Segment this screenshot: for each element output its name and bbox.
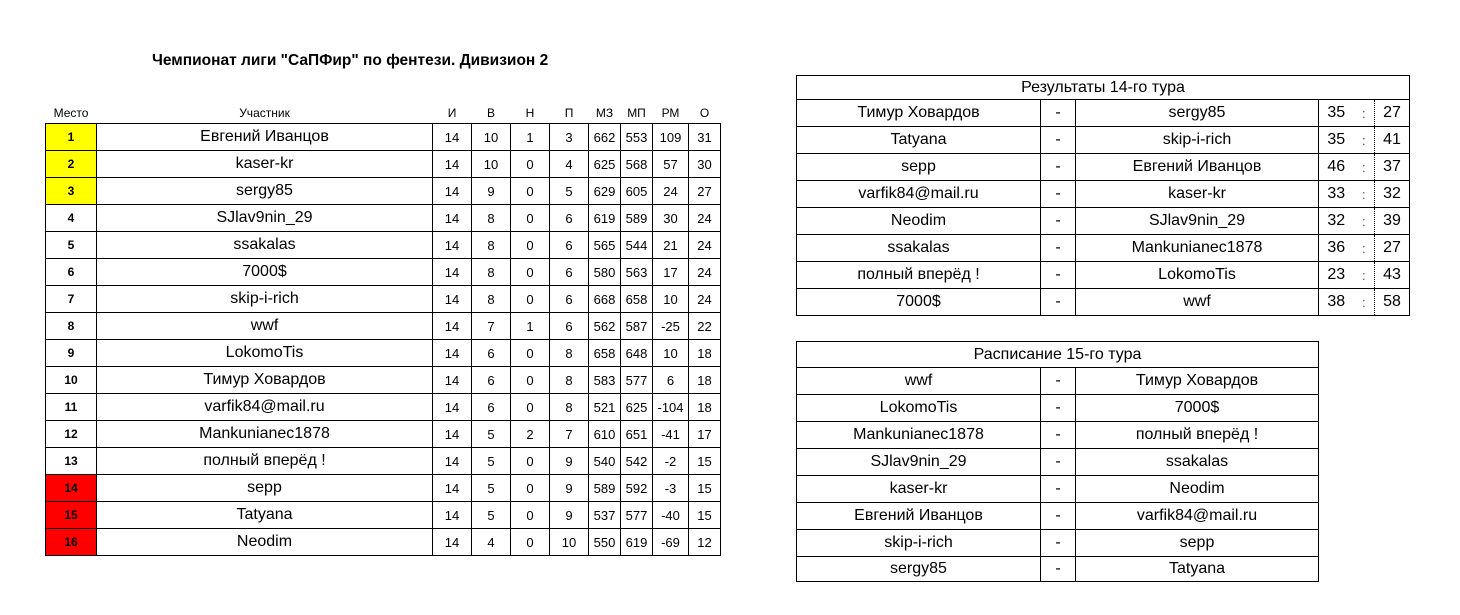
points-for-cell: 540 (589, 448, 621, 475)
home-player: kaser-kr (797, 476, 1041, 503)
away-player: varfik84@mail.ru (1076, 503, 1319, 530)
losses-cell: 6 (550, 286, 589, 313)
played-cell: 14 (433, 178, 472, 205)
player-name: SJlav9nin_29 (97, 205, 433, 232)
played-cell: 14 (433, 475, 472, 502)
away-player: skip-i-rich (1076, 127, 1319, 154)
schedule-row (797, 449, 1319, 476)
points-against-cell: 577 (621, 367, 653, 394)
standings-row (46, 313, 721, 340)
losses-cell: 9 (550, 502, 589, 529)
standings-row (46, 124, 721, 151)
difference-cell: -69 (653, 529, 689, 556)
difference-cell: 57 (653, 151, 689, 178)
score-cell: 15 (689, 448, 721, 475)
standings-row (46, 340, 721, 367)
points-against-cell: 542 (621, 448, 653, 475)
away-player: полный вперёд ! (1076, 422, 1319, 449)
points-against-cell: 625 (621, 394, 653, 421)
header-player: Участник (239, 106, 290, 120)
losses-cell: 10 (550, 529, 589, 556)
away-player: sepp (1076, 530, 1319, 557)
score-cell: 24 (689, 286, 721, 313)
points-for-cell: 619 (589, 205, 621, 232)
points-against-cell: 605 (621, 178, 653, 205)
player-name: Тимур Ховардов (97, 367, 433, 394)
home-score: 23 (1319, 262, 1354, 289)
difference-cell: 10 (653, 340, 689, 367)
played-cell: 14 (433, 205, 472, 232)
away-score: 27 (1375, 100, 1410, 127)
points-for-cell: 658 (589, 340, 621, 367)
losses-cell: 9 (550, 448, 589, 475)
home-player: Tatyana (797, 127, 1041, 154)
player-name: Евгений Иванцов (97, 124, 433, 151)
standings-table (45, 103, 721, 556)
played-cell: 14 (433, 259, 472, 286)
away-player: LokomoTis (1076, 262, 1319, 289)
points-against-cell: 658 (621, 286, 653, 313)
header-points-for: МЗ (595, 106, 614, 120)
away-score: 39 (1375, 208, 1410, 235)
draws-cell: 0 (511, 205, 550, 232)
played-cell: 14 (433, 502, 472, 529)
away-player: ssakalas (1076, 449, 1319, 476)
score-colon: : (1354, 127, 1375, 154)
wins-cell: 7 (472, 313, 511, 340)
header-place: Место (53, 106, 89, 120)
wins-cell: 5 (472, 475, 511, 502)
header-score: О (699, 106, 710, 120)
points-against-cell: 544 (621, 232, 653, 259)
result-row (797, 154, 1410, 181)
standings-header-row (46, 103, 721, 124)
schedule-title: Расписание 15-го тура (797, 342, 1319, 368)
score-colon: : (1354, 154, 1375, 181)
draws-cell: 0 (511, 475, 550, 502)
player-name: kaser-kr (97, 151, 433, 178)
score-cell: 18 (689, 367, 721, 394)
home-player: SJlav9nin_29 (797, 449, 1041, 476)
points-against-cell: 587 (621, 313, 653, 340)
home-player: Mankunianec1878 (797, 422, 1041, 449)
result-row (797, 100, 1410, 127)
points-against-cell: 563 (621, 259, 653, 286)
dash-separator: - (1041, 181, 1076, 208)
place-cell: 1 (46, 124, 97, 151)
standings-row (46, 178, 721, 205)
schedule-row (797, 530, 1319, 557)
results-table (796, 75, 1410, 316)
losses-cell: 7 (550, 421, 589, 448)
draws-cell: 0 (511, 286, 550, 313)
score-cell: 22 (689, 313, 721, 340)
score-colon: : (1354, 100, 1375, 127)
schedule-row (797, 557, 1319, 582)
score-cell: 24 (689, 259, 721, 286)
away-score: 32 (1375, 181, 1410, 208)
player-name: skip-i-rich (97, 286, 433, 313)
score-cell: 31 (689, 124, 721, 151)
score-colon: : (1354, 262, 1375, 289)
draws-cell: 0 (511, 394, 550, 421)
points-against-cell: 553 (621, 124, 653, 151)
standings-row (46, 367, 721, 394)
away-score: 41 (1375, 127, 1410, 154)
difference-cell: -40 (653, 502, 689, 529)
place-cell: 10 (46, 367, 97, 394)
played-cell: 14 (433, 340, 472, 367)
points-for-cell: 589 (589, 475, 621, 502)
score-cell: 15 (689, 502, 721, 529)
losses-cell: 5 (550, 178, 589, 205)
wins-cell: 5 (472, 421, 511, 448)
points-for-cell: 610 (589, 421, 621, 448)
away-player: Евгений Иванцов (1076, 154, 1319, 181)
difference-cell: -41 (653, 421, 689, 448)
standings-row (46, 421, 721, 448)
schedule-row (797, 422, 1319, 449)
standings-row (46, 448, 721, 475)
home-score: 35 (1319, 127, 1354, 154)
player-name: wwf (97, 313, 433, 340)
header-played: И (447, 106, 457, 120)
away-player: wwf (1076, 289, 1319, 316)
wins-cell: 9 (472, 178, 511, 205)
header-wins: В (486, 106, 495, 120)
home-player: полный вперёд ! (797, 262, 1041, 289)
score-colon: : (1354, 181, 1375, 208)
points-for-cell: 550 (589, 529, 621, 556)
home-score: 33 (1319, 181, 1354, 208)
played-cell: 14 (433, 448, 472, 475)
dash-separator: - (1041, 476, 1076, 503)
place-cell: 5 (46, 232, 97, 259)
home-player: ssakalas (797, 235, 1041, 262)
score-cell: 18 (689, 394, 721, 421)
dash-separator: - (1041, 395, 1076, 422)
wins-cell: 8 (472, 286, 511, 313)
difference-cell: -2 (653, 448, 689, 475)
played-cell: 14 (433, 529, 472, 556)
dash-separator: - (1041, 100, 1076, 127)
header-losses: П (564, 106, 574, 120)
points-for-cell: 629 (589, 178, 621, 205)
wins-cell: 8 (472, 205, 511, 232)
player-name: sepp (97, 475, 433, 502)
player-name: varfik84@mail.ru (97, 394, 433, 421)
home-player: varfik84@mail.ru (797, 181, 1041, 208)
losses-cell: 6 (550, 205, 589, 232)
place-cell: 4 (46, 205, 97, 232)
away-player: kaser-kr (1076, 181, 1319, 208)
away-score: 43 (1375, 262, 1410, 289)
home-player: sepp (797, 154, 1041, 181)
draws-cell: 0 (511, 232, 550, 259)
standings-row (46, 502, 721, 529)
score-colon: : (1354, 235, 1375, 262)
wins-cell: 8 (472, 259, 511, 286)
points-for-cell: 668 (589, 286, 621, 313)
score-cell: 30 (689, 151, 721, 178)
place-cell: 13 (46, 448, 97, 475)
home-player: wwf (797, 368, 1041, 395)
losses-cell: 4 (550, 151, 589, 178)
player-name: Neodim (97, 529, 433, 556)
place-cell: 8 (46, 313, 97, 340)
draws-cell: 0 (511, 529, 550, 556)
score-cell: 18 (689, 340, 721, 367)
points-for-cell: 625 (589, 151, 621, 178)
wins-cell: 6 (472, 394, 511, 421)
schedule-table (796, 341, 1319, 582)
score-cell: 27 (689, 178, 721, 205)
dash-separator: - (1041, 530, 1076, 557)
home-player: Евгений Иванцов (797, 503, 1041, 530)
away-score: 27 (1375, 235, 1410, 262)
difference-cell: 17 (653, 259, 689, 286)
wins-cell: 8 (472, 232, 511, 259)
score-colon: : (1354, 289, 1375, 316)
dash-separator: - (1041, 208, 1076, 235)
player-name: полный вперёд ! (97, 448, 433, 475)
losses-cell: 8 (550, 394, 589, 421)
points-against-cell: 577 (621, 502, 653, 529)
losses-cell: 8 (550, 367, 589, 394)
score-cell: 24 (689, 232, 721, 259)
draws-cell: 1 (511, 124, 550, 151)
wins-cell: 5 (472, 502, 511, 529)
place-cell: 11 (46, 394, 97, 421)
player-name: Tatyana (97, 502, 433, 529)
dash-separator: - (1041, 235, 1076, 262)
away-player: sergy85 (1076, 100, 1319, 127)
schedule-row (797, 368, 1319, 395)
place-cell: 16 (46, 529, 97, 556)
away-player: SJlav9nin_29 (1076, 208, 1319, 235)
dash-separator: - (1041, 503, 1076, 530)
result-row (797, 127, 1410, 154)
dash-separator: - (1041, 289, 1076, 316)
home-score: 32 (1319, 208, 1354, 235)
score-cell: 17 (689, 421, 721, 448)
draws-cell: 0 (511, 259, 550, 286)
result-row (797, 208, 1410, 235)
player-name: sergy85 (97, 178, 433, 205)
points-against-cell: 619 (621, 529, 653, 556)
score-colon: : (1354, 208, 1375, 235)
wins-cell: 5 (472, 448, 511, 475)
dash-separator: - (1041, 422, 1076, 449)
draws-cell: 0 (511, 340, 550, 367)
played-cell: 14 (433, 232, 472, 259)
played-cell: 14 (433, 421, 472, 448)
home-score: 46 (1319, 154, 1354, 181)
result-row (797, 289, 1410, 316)
player-name: Mankunianec1878 (97, 421, 433, 448)
standings-row (46, 394, 721, 421)
wins-cell: 4 (472, 529, 511, 556)
standings-row (46, 151, 721, 178)
place-cell: 15 (46, 502, 97, 529)
played-cell: 14 (433, 394, 472, 421)
results-title-row (797, 76, 1410, 100)
played-cell: 14 (433, 313, 472, 340)
draws-cell: 0 (511, 178, 550, 205)
header-draws: Н (525, 106, 535, 120)
points-for-cell: 583 (589, 367, 621, 394)
place-cell: 3 (46, 178, 97, 205)
home-score: 38 (1319, 289, 1354, 316)
difference-cell: 6 (653, 367, 689, 394)
difference-cell: -104 (653, 394, 689, 421)
played-cell: 14 (433, 367, 472, 394)
draws-cell: 0 (511, 502, 550, 529)
away-player: 7000$ (1076, 395, 1319, 422)
schedule-row (797, 395, 1319, 422)
difference-cell: 30 (653, 205, 689, 232)
player-name: LokomoTis (97, 340, 433, 367)
draws-cell: 0 (511, 448, 550, 475)
results-title: Результаты 14-го тура (797, 76, 1410, 100)
standings-row (46, 286, 721, 313)
home-score: 36 (1319, 235, 1354, 262)
wins-cell: 6 (472, 367, 511, 394)
losses-cell: 6 (550, 259, 589, 286)
losses-cell: 9 (550, 475, 589, 502)
draws-cell: 0 (511, 367, 550, 394)
standings-row (46, 475, 721, 502)
away-player: Neodim (1076, 476, 1319, 503)
standings-row (46, 529, 721, 556)
dash-separator: - (1041, 154, 1076, 181)
score-cell: 24 (689, 205, 721, 232)
schedule-row (797, 476, 1319, 503)
schedule-title-row (797, 342, 1319, 368)
place-cell: 6 (46, 259, 97, 286)
home-player: sergy85 (797, 557, 1041, 582)
points-for-cell: 580 (589, 259, 621, 286)
points-against-cell: 568 (621, 151, 653, 178)
points-against-cell: 648 (621, 340, 653, 367)
difference-cell: -3 (653, 475, 689, 502)
place-cell: 9 (46, 340, 97, 367)
losses-cell: 6 (550, 313, 589, 340)
difference-cell: 24 (653, 178, 689, 205)
losses-cell: 8 (550, 340, 589, 367)
home-player: 7000$ (797, 289, 1041, 316)
place-cell: 12 (46, 421, 97, 448)
standings-row (46, 205, 721, 232)
difference-cell: -25 (653, 313, 689, 340)
player-name: 7000$ (97, 259, 433, 286)
played-cell: 14 (433, 124, 472, 151)
score-cell: 15 (689, 475, 721, 502)
draws-cell: 2 (511, 421, 550, 448)
difference-cell: 21 (653, 232, 689, 259)
dash-separator: - (1041, 368, 1076, 395)
player-name: ssakalas (97, 232, 433, 259)
page-title: Чемпионат лиги "СаПФир" по фентези. Дивизион 2 (152, 52, 549, 69)
result-row (797, 262, 1410, 289)
result-row (797, 235, 1410, 262)
away-score: 58 (1375, 289, 1410, 316)
difference-cell: 10 (653, 286, 689, 313)
points-for-cell: 562 (589, 313, 621, 340)
schedule-row (797, 503, 1319, 530)
home-score: 35 (1319, 100, 1354, 127)
place-cell: 7 (46, 286, 97, 313)
points-for-cell: 565 (589, 232, 621, 259)
dash-separator: - (1041, 262, 1076, 289)
away-score: 37 (1375, 154, 1410, 181)
points-against-cell: 592 (621, 475, 653, 502)
points-for-cell: 662 (589, 124, 621, 151)
wins-cell: 10 (472, 151, 511, 178)
home-player: Тимур Ховардов (797, 100, 1041, 127)
header-difference: РМ (661, 106, 680, 120)
played-cell: 14 (433, 286, 472, 313)
place-cell: 2 (46, 151, 97, 178)
dash-separator: - (1041, 449, 1076, 476)
away-player: Mankunianec1878 (1076, 235, 1319, 262)
points-for-cell: 521 (589, 394, 621, 421)
away-player: Tatyana (1076, 557, 1319, 582)
draws-cell: 0 (511, 151, 550, 178)
points-against-cell: 651 (621, 421, 653, 448)
dash-separator: - (1041, 557, 1076, 582)
points-against-cell: 589 (621, 205, 653, 232)
result-row (797, 181, 1410, 208)
home-player: skip-i-rich (797, 530, 1041, 557)
wins-cell: 6 (472, 340, 511, 367)
draws-cell: 1 (511, 313, 550, 340)
points-for-cell: 537 (589, 502, 621, 529)
standings-row (46, 259, 721, 286)
home-player: Neodim (797, 208, 1041, 235)
dash-separator: - (1041, 127, 1076, 154)
away-player: Тимур Ховардов (1076, 368, 1319, 395)
score-cell: 12 (689, 529, 721, 556)
wins-cell: 10 (472, 124, 511, 151)
place-cell: 14 (46, 475, 97, 502)
standings-row (46, 232, 721, 259)
losses-cell: 3 (550, 124, 589, 151)
header-points-against: МП (627, 106, 646, 120)
home-player: LokomoTis (797, 395, 1041, 422)
difference-cell: 109 (653, 124, 689, 151)
played-cell: 14 (433, 151, 472, 178)
losses-cell: 6 (550, 232, 589, 259)
